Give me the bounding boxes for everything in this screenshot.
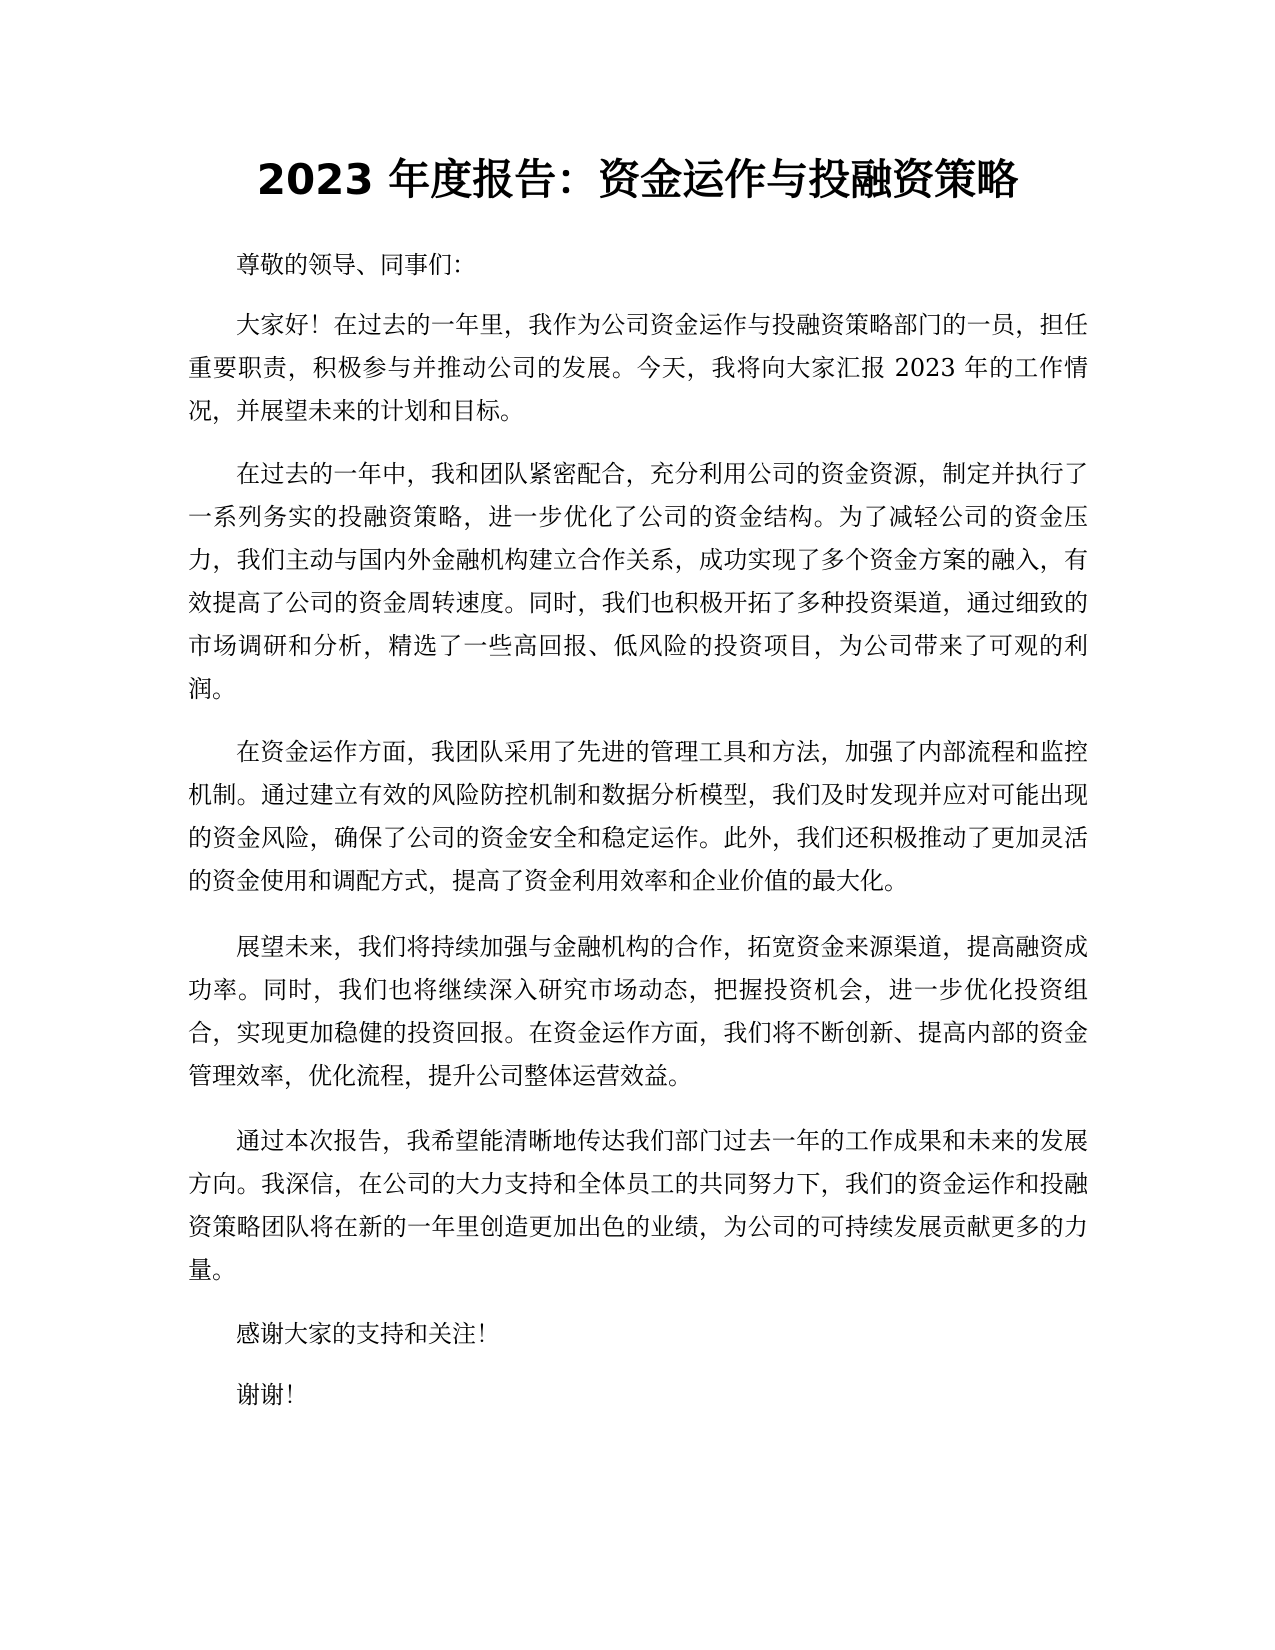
paragraph-outlook: 展望未来，我们将持续加强与金融机构的合作，拓宽资金来源渠道，提高融资成功率。同时，我们也将继续深入研究市场动态，把握投资机会，进一步优化投资组合，实现更加稳健的投资回报。在资金运作方面，我们将不断创新、提高内部的资金管理效率，优化流程，提升公司整体运营效益。 bbox=[188, 933, 1088, 1090]
paragraph-conclusion: 通过本次报告，我希望能清晰地传达我们部门过去一年的工作成果和未来的发展方向。我深信，在公司的大力支持和全体员工的共同努力下，我们的资金运作和投融资策略团队将在新的一年里创造更加出色的业绩，为公司的可持续发展贡献更多的力量。 bbox=[188, 1127, 1088, 1284]
closing-final: 谢谢！ bbox=[236, 1381, 308, 1409]
document-title: 2023 年度报告：资金运作与投融资策略 bbox=[256, 155, 1019, 204]
closing-thanks: 感谢大家的支持和关注！ bbox=[236, 1320, 500, 1348]
paragraph-achievements: 在过去的一年中，我和团队紧密配合，充分利用公司的资金资源，制定并执行了一系列务实的投融资策略，进一步优化了公司的资金结构。为了减轻公司的资金压力，我们主动与国内外金融机构建立合作关系，成功实现了多个资金方案的融入，有效提高了公司的资金周转速度。同时，我们也积极开拓了多种投资渠道，通过细致的市场调研和分析，精选了一些高回报、低风险的投资项目，为公司带来了可观的利润。 bbox=[188, 460, 1088, 703]
salutation: 尊敬的领导、同事们： bbox=[236, 251, 476, 279]
paragraph-intro: 大家好！在过去的一年里，我作为公司资金运作与投融资策略部门的一员，担任重要职责，积极参与并推动公司的发展。今天，我将向大家汇报 2023 年的工作情况，并展望未来的计划和目标。 bbox=[188, 311, 1088, 425]
paragraph-operations: 在资金运作方面，我团队采用了先进的管理工具和方法，加强了内部流程和监控机制。通过建立有效的风险防控机制和数据分析模型，我们及时发现并应对可能出现的资金风险，确保了公司的资金安全和稳定运作。此外，我们还积极推动了更加灵活的资金使用和调配方式，提高了资金利用效率和企业价值的最大化。 bbox=[188, 738, 1088, 895]
